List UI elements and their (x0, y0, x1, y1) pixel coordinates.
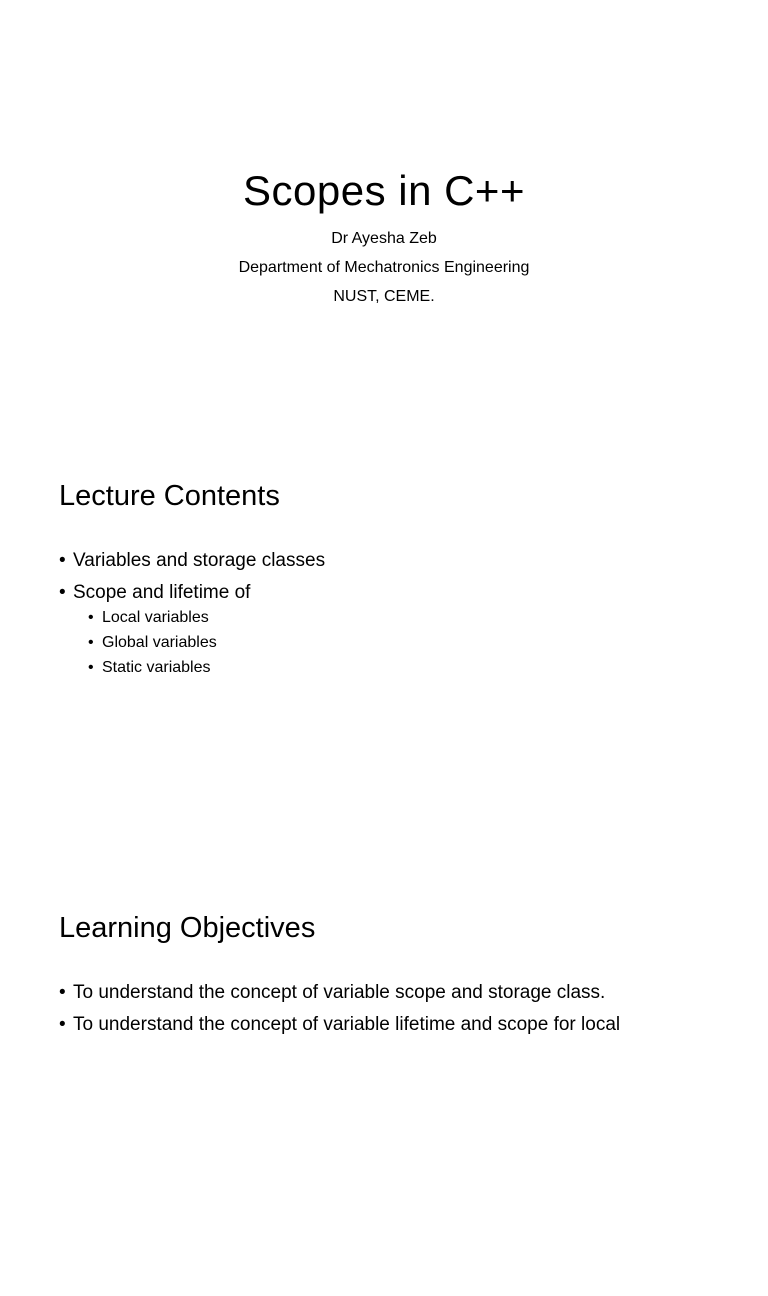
slide-heading: Learning Objectives (59, 912, 316, 944)
lecture-contents-slide (0, 432, 768, 864)
slide-heading: Lecture Contents (59, 480, 280, 512)
institution-name: NUST, CEME. (333, 288, 435, 305)
bullet-item (59, 550, 325, 572)
author-name: Dr Ayesha Zeb (331, 230, 437, 247)
bullet-text: Variables and storage classes (73, 550, 326, 571)
bullet-text: To understand the concept of variable lifetime and scope for local (73, 1014, 621, 1035)
sub-bullet-list (73, 608, 325, 677)
bullet-item (59, 1014, 620, 1036)
bullet-text: To understand the concept of variable scope and storage class. (73, 982, 606, 1003)
department-name: Department of Mechatronics Engineering (238, 259, 530, 276)
learning-objectives-slide (0, 864, 768, 1296)
title-slide (0, 0, 768, 432)
sub-bullet-item: • Local variables (88, 608, 325, 627)
bullet-text: Scope and lifetime of (73, 582, 251, 603)
sub-bullet-item: • Global variables (88, 633, 325, 652)
sub-bullet-item: • Static variables (88, 658, 325, 677)
slide-title: Scopes in C++ (242, 167, 525, 214)
bullet-item (59, 582, 325, 677)
bullet-list (59, 550, 325, 687)
bullet-item (59, 982, 620, 1004)
bullet-list (59, 982, 620, 1046)
